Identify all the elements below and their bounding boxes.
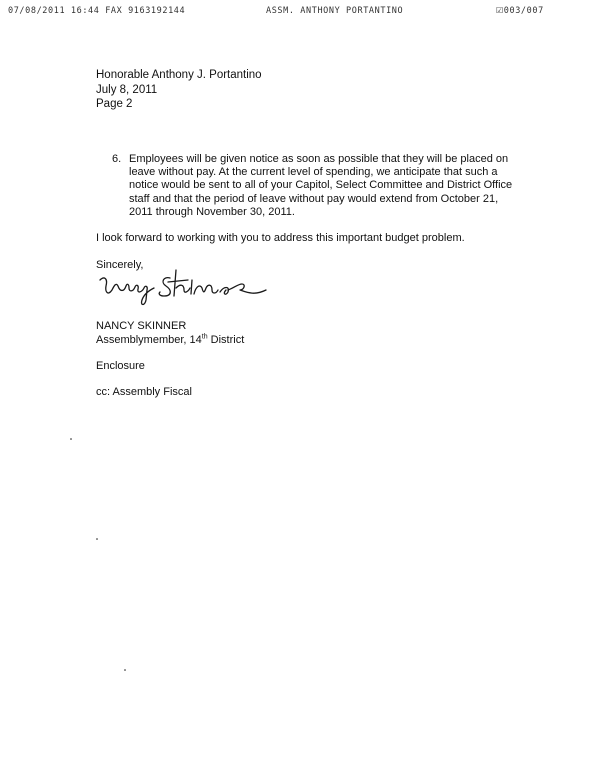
ordinal-suffix: th bbox=[201, 333, 208, 341]
handwritten-signature bbox=[96, 266, 276, 312]
signer-title bbox=[96, 333, 244, 347]
fax-sender: ASSM. ANTHONY PORTANTINO bbox=[266, 6, 404, 16]
page-label: Page 2 bbox=[96, 98, 133, 110]
scan-speck bbox=[96, 538, 98, 540]
cc-line: cc: Assembly Fiscal bbox=[96, 386, 192, 398]
list-item-number: 6. bbox=[112, 153, 122, 165]
signer-title-district: District bbox=[207, 334, 245, 346]
list-item-text: Employees will be given notice as soon as possible that they will be placed on leave without pay. At the current level of spending, we anticipate that such a notice would be sent to all of your Capitol, Select Committee and District Office staff and that the period of leave without pay would extend from October 21, 2011 through November 30, 2011. bbox=[129, 153, 513, 218]
fax-header bbox=[0, 6, 593, 20]
scan-speck bbox=[70, 438, 72, 440]
signature-block bbox=[96, 319, 244, 347]
signer-title-prefix: Assemblymember, 14 bbox=[96, 334, 202, 346]
scan-speck bbox=[124, 669, 126, 671]
signer-name: NANCY SKINNER bbox=[96, 320, 187, 332]
enclosure-note: Enclosure bbox=[96, 360, 145, 372]
address-block bbox=[96, 68, 262, 112]
recipient-name: Honorable Anthony J. Portantino bbox=[96, 69, 262, 81]
closing-paragraph: I look forward to working with you to address this important budget problem. bbox=[96, 232, 465, 244]
fax-datetime: 07/08/2011 16:44 FAX 9163192144 bbox=[8, 6, 186, 16]
fax-checkbox-icon: ☑ bbox=[496, 6, 504, 15]
sincerely-text: Sincerely, bbox=[96, 259, 144, 271]
fax-page-count: 003/007 bbox=[503, 6, 544, 16]
letter-date: July 8, 2011 bbox=[96, 83, 158, 96]
fax-page-number bbox=[496, 6, 544, 16]
